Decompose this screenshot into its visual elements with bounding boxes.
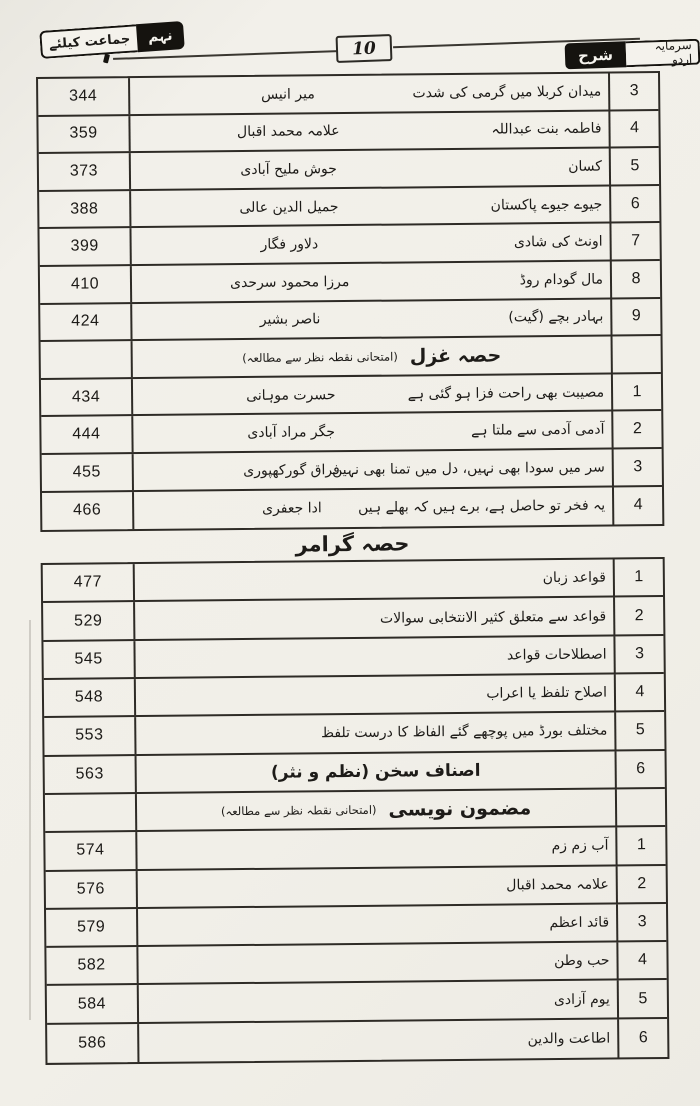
serial-cell: 1 [611, 374, 661, 410]
page-cell: 548 [44, 679, 136, 716]
page-cell: 424 [40, 304, 132, 340]
page-cell: 388 [39, 191, 131, 227]
page-cell [45, 794, 137, 831]
entry-author: فراق گورکھپوری [243, 461, 340, 479]
page-cell: 584 [47, 985, 139, 1022]
entry-title: اصطلاحات قواعد [506, 646, 607, 664]
page-cell: 399 [39, 228, 131, 264]
toc-row [45, 827, 665, 871]
entry-author: جمیل الدین عالی [239, 198, 339, 216]
entry-title: قائد اعظم [549, 914, 610, 932]
serial-cell: 6 [617, 1019, 667, 1058]
toc-row [43, 597, 663, 641]
entry-cell [133, 337, 611, 377]
page-cell [41, 341, 133, 377]
serial-cell: 2 [611, 411, 661, 447]
entry-cell [137, 828, 615, 869]
entry-cell [137, 789, 615, 830]
page-cell: 444 [41, 416, 133, 452]
page-cell: 529 [43, 602, 135, 639]
entry-author: میر انیس [260, 86, 315, 103]
page-cell: 410 [40, 266, 132, 302]
entry-cell [133, 412, 611, 452]
entry-cell [138, 943, 616, 984]
toc-row [43, 636, 663, 680]
serial-cell: 4 [608, 111, 658, 147]
page-number-box: 10 [336, 34, 393, 63]
entry-author: مرزا محمود سرحدی [230, 273, 350, 291]
toc-row [39, 223, 659, 267]
serial-cell: 4 [614, 674, 664, 711]
toc-section-row [41, 336, 661, 380]
toc-row [44, 674, 664, 718]
entry-author: ادا جعفری [262, 500, 322, 518]
toc-table-poems [36, 71, 664, 532]
toc-row [38, 73, 658, 117]
entry-cell [134, 449, 612, 489]
serial-cell: 6 [609, 186, 659, 222]
section-note: (امتحانی نقطہ نظر سے مطالعہ) [242, 349, 398, 365]
toc-row [44, 712, 664, 756]
toc-content [36, 71, 669, 1065]
toc-row [47, 980, 667, 1024]
entry-title: آدمی آدمی سے ملتا ہے [470, 421, 605, 439]
serial-cell [611, 336, 661, 372]
page-cell: 455 [42, 454, 134, 490]
page-cell: 586 [47, 1024, 139, 1063]
page-cell: 553 [44, 717, 136, 754]
toc-row [41, 411, 661, 455]
serial-cell [615, 789, 665, 826]
entry-cell [131, 186, 609, 226]
serial-cell: 5 [614, 712, 664, 749]
serial-cell: 2 [613, 597, 663, 634]
toc-row [40, 261, 660, 305]
serial-cell: 1 [615, 827, 665, 864]
serial-cell: 4 [612, 487, 662, 525]
toc-row [39, 186, 659, 230]
entry-title: علامہ محمد اقبال [506, 876, 609, 894]
entry-cell [138, 904, 616, 945]
class-badge-tail [103, 54, 110, 64]
entry-title: جیوے جیوے پاکستان [490, 196, 603, 214]
book-badge-title: سرمایہ اردو [625, 39, 700, 68]
serial-cell: 3 [608, 73, 658, 109]
entry-cell [135, 636, 613, 677]
class-badge [39, 21, 184, 59]
entry-title: بہادر بچے (گیت) [508, 308, 604, 326]
entry-title: یوم آزادی [553, 991, 610, 1008]
toc-row [40, 299, 660, 343]
section-title: حصہ غزل [409, 344, 502, 368]
entry-cell [132, 261, 610, 301]
toc-row [46, 865, 666, 909]
serial-cell: 3 [613, 636, 663, 673]
entry-cell [132, 299, 610, 339]
toc-row [45, 751, 665, 795]
entry-cell [130, 74, 608, 114]
serial-cell: 4 [616, 942, 666, 979]
entry-title: فاطمہ بنت عبداللہ [491, 120, 602, 139]
toc-row [47, 1019, 667, 1063]
page-cell: 582 [46, 947, 138, 984]
toc-row [41, 374, 661, 418]
entry-author: علامہ محمد اقبال [236, 123, 340, 141]
toc-section-row [45, 789, 665, 833]
toc-row [42, 449, 662, 493]
toc-row [46, 942, 666, 986]
serial-cell: 2 [616, 865, 666, 902]
entry-cell [131, 224, 609, 264]
page-cell: 545 [43, 641, 135, 678]
toc-row [39, 148, 659, 192]
entry-title: یہ فخر تو حاصل ہے، برے ہیں کہ بھلے ہیں [357, 497, 606, 517]
page-cell: 576 [46, 871, 138, 908]
class-badge-audience: جماعت کیلئے [39, 24, 138, 59]
entry-author: ناصر بشیر [259, 311, 321, 329]
section-title: مضمون نویسی [388, 797, 532, 821]
serial-cell: 1 [613, 559, 663, 596]
entry-cell [136, 674, 614, 715]
toc-row [42, 487, 662, 531]
grammar-part-heading: حصہ گرامر [295, 531, 410, 557]
entry-title: اونٹ کی شادی [513, 233, 603, 251]
serial-cell: 6 [615, 751, 665, 788]
page-cell: 373 [39, 153, 131, 189]
serial-cell: 8 [610, 261, 660, 297]
serial-cell: 7 [609, 223, 659, 259]
entry-cell [135, 598, 613, 639]
entry-cell [135, 560, 613, 601]
entry-cell [137, 751, 615, 792]
serial-cell: 3 [612, 449, 662, 485]
page-cell: 477 [43, 564, 135, 601]
entry-cell [139, 1019, 617, 1062]
entry-title: مصیبت بھی راحت فزا ہو گئی ہے [407, 384, 605, 402]
class-badge-level: نہم [136, 21, 184, 52]
page-cell: 563 [45, 756, 137, 793]
serial-cell: 9 [610, 299, 660, 335]
entry-author: جگر مراد آبادی [247, 424, 336, 442]
section-note: (امتحانی نقطہ نظر سے مطالعہ) [220, 802, 377, 819]
entry-author: دلاور فگار [260, 236, 319, 254]
book-title-badge [565, 39, 700, 70]
entry-title: حب وطن [554, 952, 610, 970]
toc-row [43, 559, 663, 603]
scan-edge-artifact [29, 620, 31, 1020]
entry-title: مال گودام روڈ [519, 271, 604, 289]
page-cell: 434 [41, 379, 133, 415]
serial-cell: 5 [617, 980, 667, 1017]
entry-cell [130, 111, 608, 151]
entry-author: حسرت موہانی [246, 386, 336, 404]
page-cell: 344 [38, 78, 130, 114]
entry-author: جوش ملیح آبادی [240, 161, 337, 179]
entry-title: سر میں سودا بھی نہیں، دل میں تمنا بھی نہیں [331, 459, 605, 478]
entry-title: آب زم زم [551, 837, 609, 855]
entry-title: کسان [568, 158, 602, 175]
entry-title: اطاعت والدین [527, 1030, 611, 1048]
book-badge-series: شرح [565, 41, 627, 69]
entry-title: اصلاح تلفظ یا اعراب [486, 684, 608, 702]
entry-title: میدان کربلا میں گرمی کی شدت [412, 83, 602, 102]
entry-cell [136, 713, 614, 754]
entry-cell [139, 981, 617, 1022]
entry-cell [134, 487, 612, 529]
toc-row [38, 111, 658, 155]
entry-cell [138, 866, 616, 907]
toc-row [46, 904, 666, 948]
entry-title: قواعد زبان [542, 569, 606, 587]
toc-table-grammar [41, 557, 670, 1065]
entry-title: قواعد سے متعلق کثیر الانتخابی سوالات [379, 608, 607, 627]
page-cell: 579 [46, 909, 138, 946]
entry-title: اصناف سخن (نظم و نثر) [270, 760, 481, 783]
entry-title: مختلف بورڈ میں پوچھے گئے الفاظ کا درست تلفظ [320, 722, 608, 742]
page-cell: 359 [38, 116, 130, 152]
entry-cell [133, 374, 611, 414]
serial-cell: 5 [609, 148, 659, 184]
page-cell: 574 [45, 832, 137, 869]
page-cell: 466 [42, 492, 134, 530]
entry-cell [131, 149, 609, 189]
serial-cell: 3 [616, 904, 666, 941]
